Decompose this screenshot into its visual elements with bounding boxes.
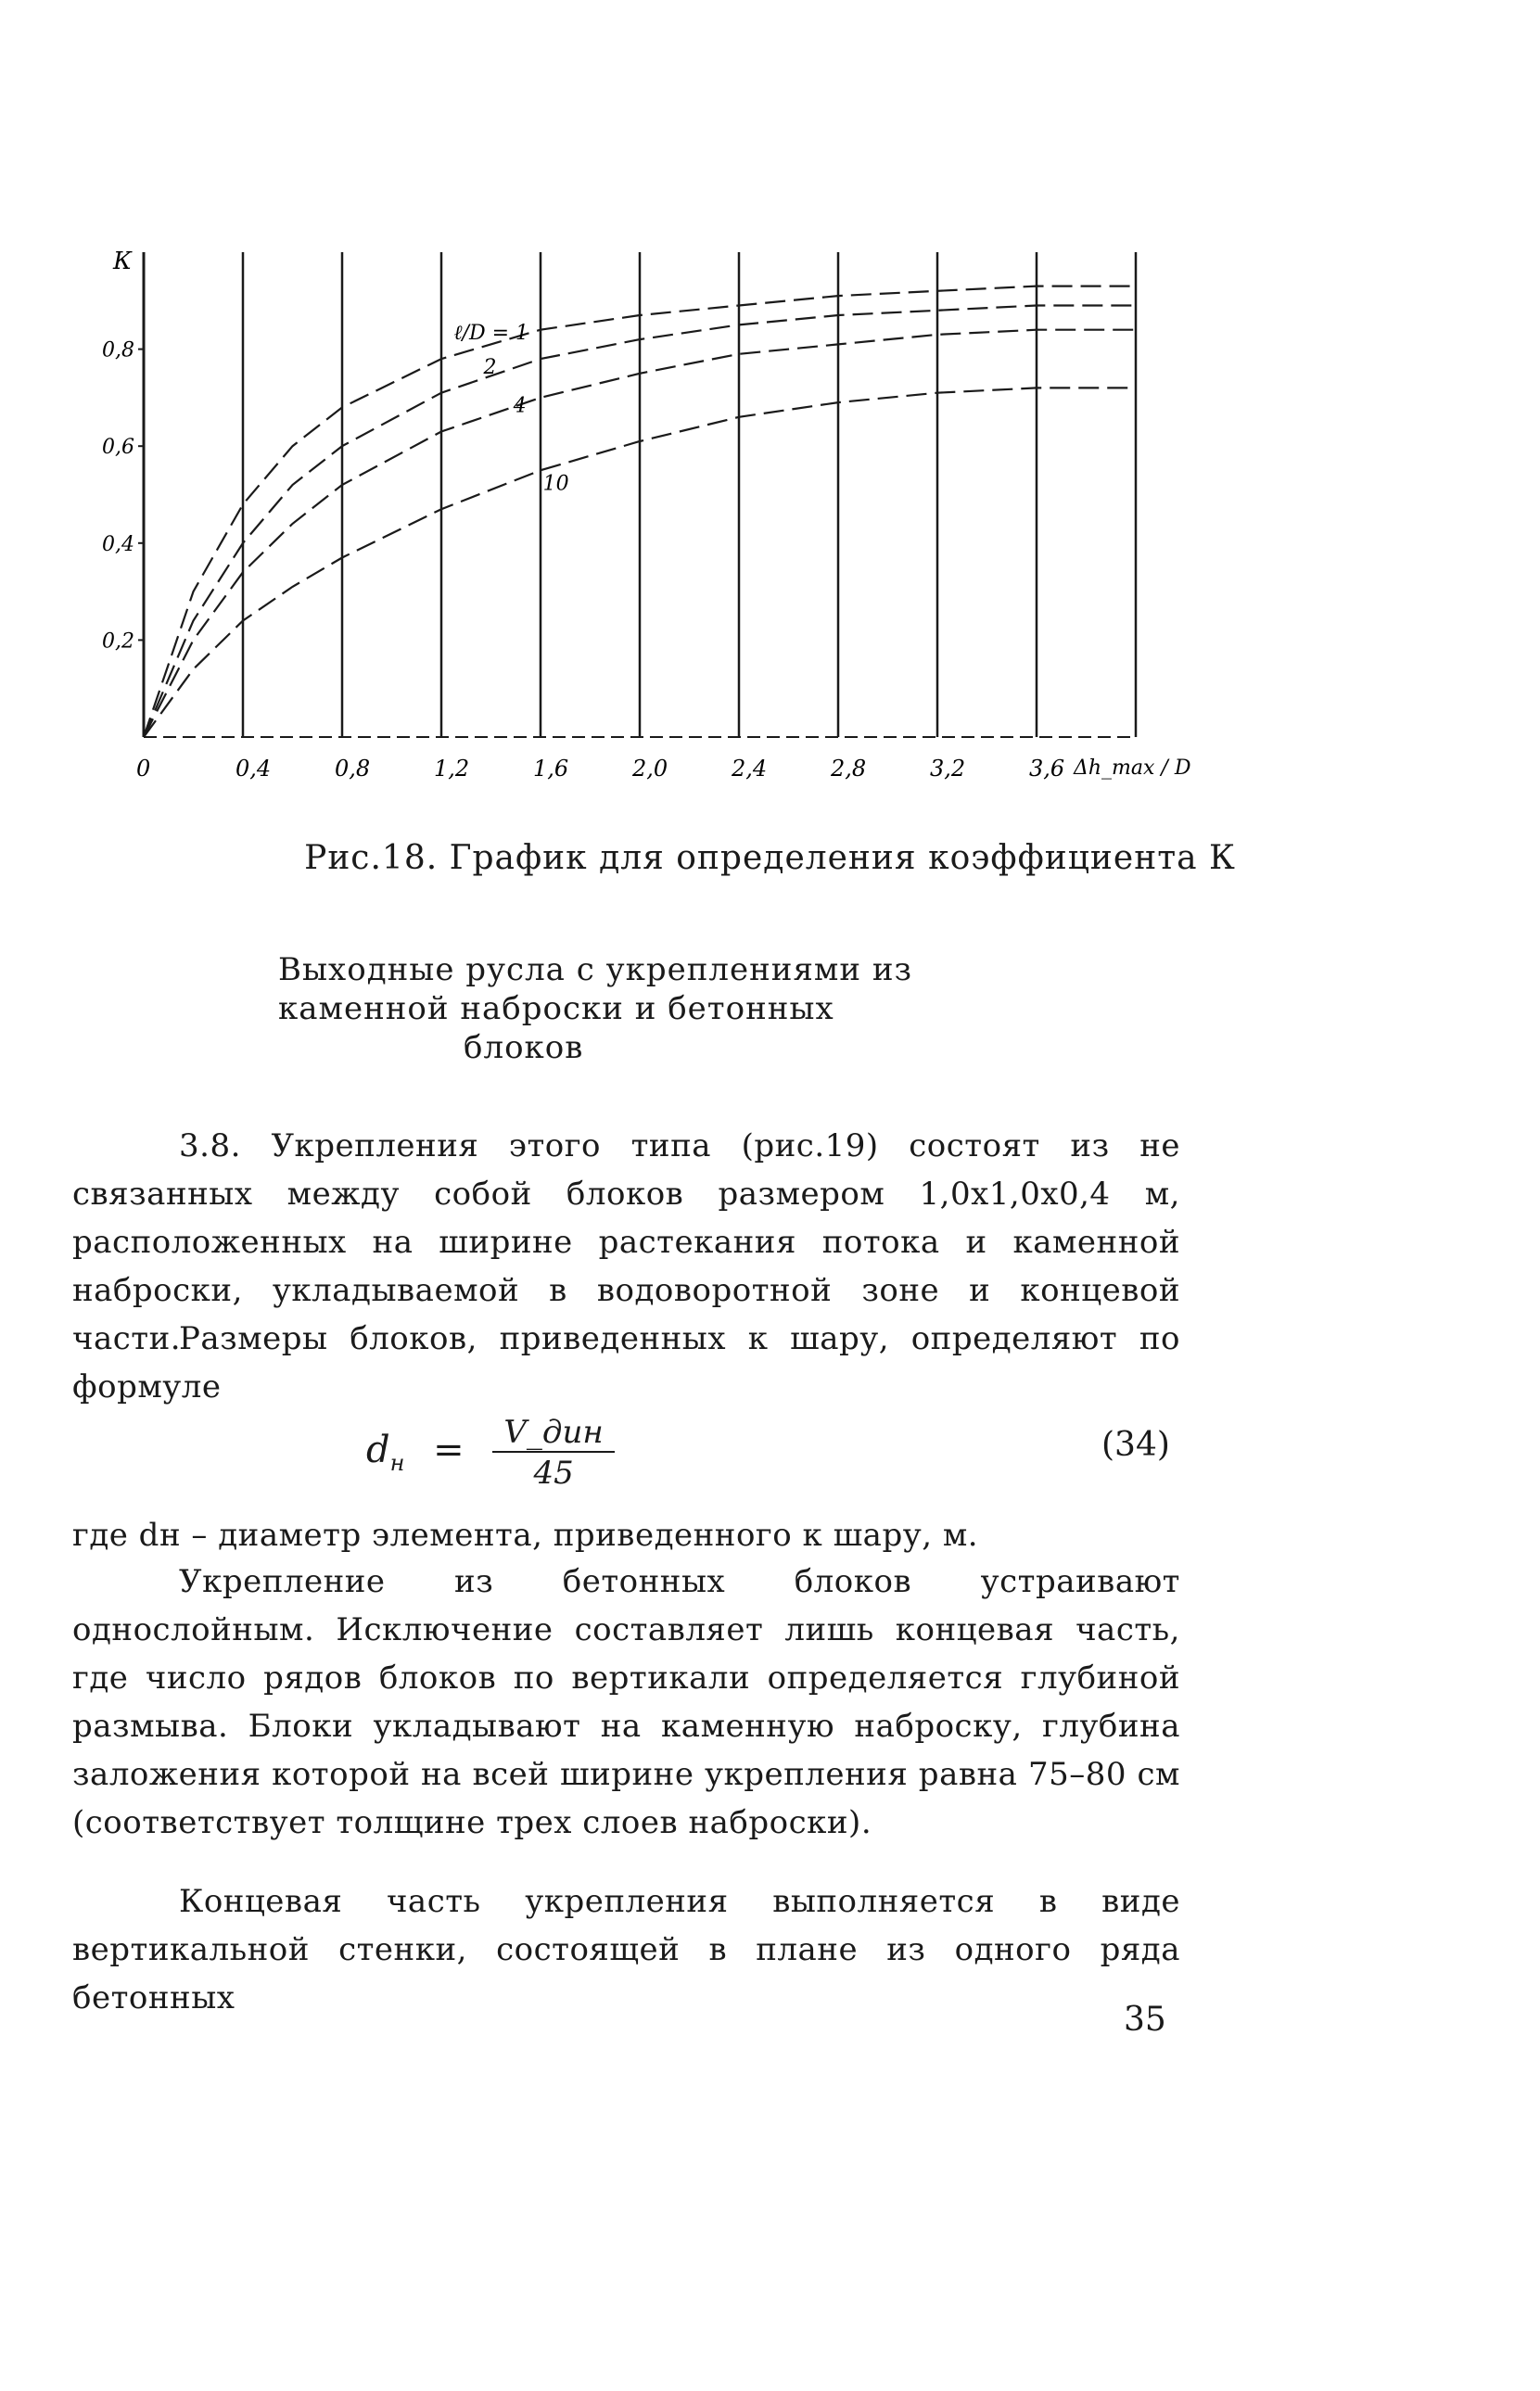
formula-lhs: d (366, 1429, 390, 1471)
coefficient-k-chart (74, 241, 1191, 807)
paragraph-block-size (72, 1315, 1180, 1411)
x-tick-label: 2,0 (632, 756, 668, 782)
paragraph-3-8-text: 3.8. Укрепления этого типа (рис.19) состоят из не связанных между собой блоков размером 1,0х1,0х0,4 м, расположенных на ширине растекания потока и каменной наброски, укладываемой в водоворотной зоне и концевой части. (72, 1127, 1180, 1357)
section-heading (278, 950, 927, 1067)
paragraph-end-part-text: Концевая часть укрепления выполняется в виде вертикальной стенки, состоящей в плане из одного ряда бетонных (72, 1883, 1180, 2016)
x-tick-label: 2,8 (831, 756, 867, 782)
x-tick-label: 0 (136, 756, 151, 782)
figure-caption: Рис.18. График для определения коэффициента К (304, 839, 1236, 877)
paragraph-concrete-blocks-text: Укрепление из бетонных блоков устраивают однослойным. Исключение составляет лишь концевая часть, где число рядов блоков по вертикали определяется глубиной размыва. Блоки укладывают на каменную наброску, глубина заложения которой на всей ширине укрепления равна 75–80 см (соответствует толщине трех слоев наброски). (72, 1563, 1180, 1841)
x-tick-label: 0,4 (235, 756, 272, 782)
curve-label-1: ℓ/D = 1 (453, 322, 529, 346)
x-tick-label: 0,8 (335, 756, 371, 782)
heading-line-1: Выходные русла с укреплениями из (278, 951, 913, 988)
curve-label-2: 2 (483, 355, 497, 379)
formula-equals: = (433, 1429, 465, 1471)
paragraph-where-text: где dн – диаметр элемента, приведенного к шару, м. (72, 1517, 979, 1554)
curve-label-4: 4 (513, 394, 527, 418)
x-tick-labels (136, 756, 1064, 782)
curve-label-10: 10 (542, 472, 569, 496)
x-tick-label: 1,6 (533, 756, 569, 782)
equation-number: (34) (1101, 1426, 1170, 1464)
x-tick-label: 3,6 (1029, 756, 1065, 782)
formula-denominator: 45 (533, 1455, 574, 1492)
formula-fraction (492, 1414, 614, 1492)
y-tick-label: 0,4 (102, 532, 134, 556)
y-tick-labels (102, 339, 144, 654)
formula-34 (366, 1414, 615, 1492)
y-tick-label: 0,8 (102, 338, 134, 362)
y-tick-label: 0,2 (102, 630, 134, 654)
paragraph-concrete-blocks (72, 1558, 1180, 1847)
x-axis-label: Δh_max / D (1074, 757, 1191, 780)
vertical-gridlines (243, 252, 1136, 737)
curve-labels (453, 322, 568, 495)
y-tick-label: 0,6 (102, 436, 134, 460)
formula-numerator: V_дин (492, 1414, 614, 1453)
heading-line-2: каменной наброски и бетонных (278, 990, 834, 1027)
page-number: 35 (1124, 2001, 1166, 2039)
paragraph-where (72, 1511, 1180, 1559)
heading-line-3: блоков (464, 1029, 584, 1066)
paragraph-block-size-text: Размеры блоков, приведенных к шару, определяют по формуле (72, 1320, 1180, 1405)
x-tick-label: 1,2 (434, 756, 470, 782)
formula-lhs-sub: н (389, 1450, 405, 1476)
x-tick-label: 3,2 (930, 756, 966, 782)
y-axis-label: К (113, 248, 133, 275)
x-tick-label: 2,4 (732, 756, 768, 782)
paragraph-end-part (72, 1877, 1180, 2022)
